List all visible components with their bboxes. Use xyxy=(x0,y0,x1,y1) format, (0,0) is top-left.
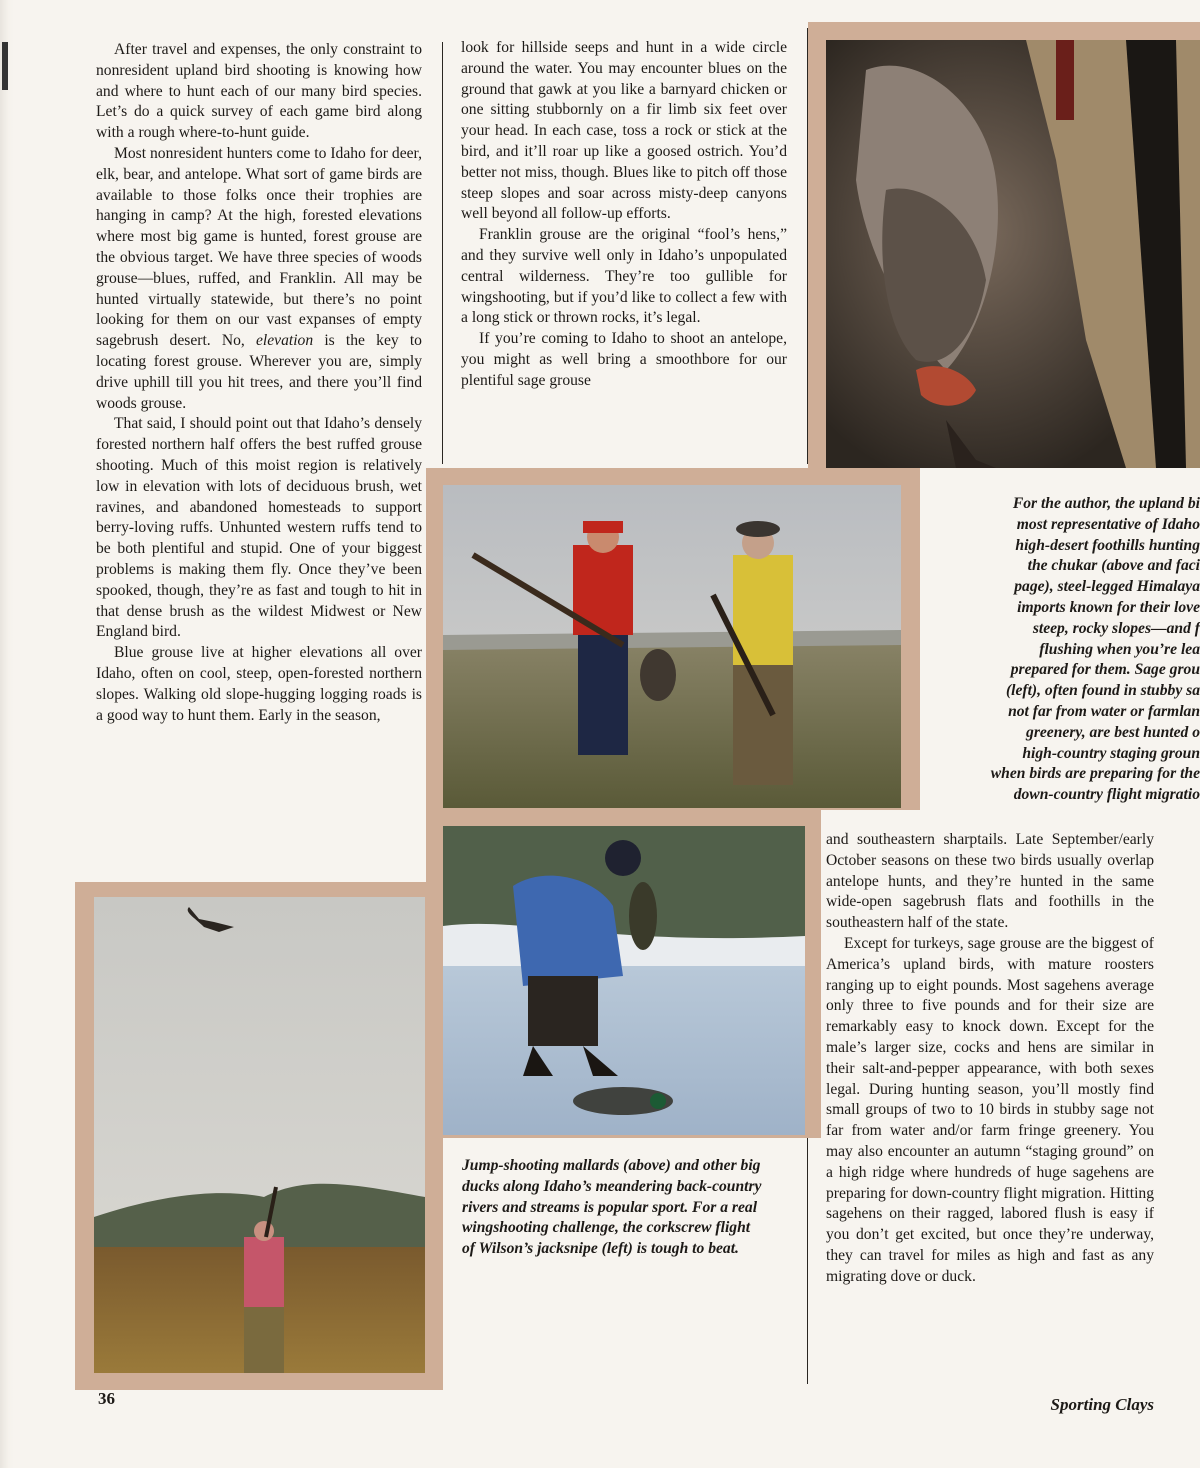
caption-line: prepared for them. Sage grou xyxy=(1010,661,1200,679)
caption-line: page), steel-legged Himalaya xyxy=(1014,578,1200,596)
caption-line: steep, rocky slopes—and f xyxy=(1032,619,1200,637)
caption-line: the chukar (above and faci xyxy=(1027,557,1200,575)
emphasis: elevation xyxy=(256,332,314,350)
mallard-photo xyxy=(443,826,805,1135)
text-run: Most nonresident hunters come to Idaho for deer, elk, bear, and antelope. What sort of game birds are available to those folks once their trophies are hanging in camp? At the high, forested elevations where most big game is hunted, forest grouse are the obvious target. We have three species of woods grouse—blues, ruffed, and Franklin. All may be hunted virtually statewide, but there’s no point looking for them on our vast expanses of empty sagebrush desert. No, xyxy=(96,144,422,350)
left-photo-caption: Jump-shooting mallards (above) and other big ducks along Idaho’s meandering back-country rivers and streams is popular sport. For a real wingshooting challenge, the corkscrew flight of Wilson’s jacksnipe (left) is tough to beat. xyxy=(462,1157,762,1258)
caption-line: most representative of Idaho xyxy=(1016,515,1200,533)
paragraph: After travel and expenses, the only constraint to nonresident upland bird shooting is knowing how and where to hunt each of our many bird species. Let’s do a quick survey of each game bird along with a rough where-to-hunt guide. xyxy=(96,41,422,142)
hunters-photo xyxy=(443,485,901,808)
binding-mark xyxy=(2,42,8,90)
caption-line: greenery, are best hunted o xyxy=(1026,723,1200,741)
snipe-photo xyxy=(94,897,425,1373)
column-rule xyxy=(442,42,443,464)
article-column-2 xyxy=(461,38,787,392)
paragraph: look for hillside seeps and hunt in a wide circle around the water. You may encounter blues on the ground that gawk at you like a barnyard chicken or one sitting stubbornly on a fir limb six feet over your head. In each case, toss a rock or stick at the bird, and it’ll roar up like a goosed ostrich. You’d better not miss, though. Blues like to pitch off those steep slopes and soar across misty-deep canyons well beyond all follow-up efforts. xyxy=(461,39,787,223)
paragraph xyxy=(96,144,422,414)
magazine-name: Sporting Clays xyxy=(1050,1395,1154,1414)
caption-line: not far from water or farmlan xyxy=(1008,702,1200,720)
text-run: is the key to locating forest grouse. Wherever you are, simply drive uphill till you hit trees, and there you’ll find woods grouse. xyxy=(96,332,422,412)
chukar-image xyxy=(826,40,1200,468)
hunters-image xyxy=(443,485,901,808)
chukar-photo xyxy=(826,40,1200,468)
paragraph: Except for turkeys, sage grouse are the biggest of America’s upland birds, with mature roosters ranging up to eight pounds. Most sagehens average only three to five pounds and for their size are remarkably easy to knock down. Except for the male’s larger size, cocks and hens are similar in their salt-and-pepper appearance, with both sexes legal. During hunting season, you’ll mostly find small groups of two to 10 birds in stubby sage not far from water and/or farm fringe greenery. You may also encounter an autumn “staging ground” on a high ridge where hundreds of huge sagehens are preparing for down-country flight migration. Hitting sagehens on their ragged, labored flush is easy if you don’t get excited, but once they’re underway, they can travel for miles as high and fast as any migrating dove or duck. xyxy=(826,934,1154,1285)
page-spine-shadow xyxy=(0,0,14,1468)
paragraph: Blue grouse live at higher elevations all over Idaho, often on cool, steep, open-forested northern slopes. Walking old slope-hugging logging roads is a good way to hunt them. Early in the season, xyxy=(96,644,422,724)
snipe-image xyxy=(94,897,425,1373)
article-column-3 xyxy=(826,830,1154,1288)
paragraph: Franklin grouse are the original “fool’s hens,” and they survive well only in Idaho’s unpopulated central wilderness. They’re too gullible for wingshooting, but if you’d like to collect a few with a long stick or thrown rocks, it’s legal. xyxy=(461,226,787,327)
right-photo-caption xyxy=(922,494,1200,806)
caption-line: down-country flight migratio xyxy=(1013,786,1200,804)
paragraph: That said, I should point out that Idaho’s densely forested northern half offers the best ruffed grouse shooting. Much of this moist region is relatively low in elevation with lots of deciduous brush, wet ravines, and abandoned homesteads to support berry-loving ruffs. Unhunted western ruffs tend to be both plentiful and stupid. One of your biggest problems is making them fly. Once they’ve been spooked, though, they’re as fast and tough to hit in that dense brush as the wildest Midwest or New England bird. xyxy=(96,415,422,641)
article-column-1 xyxy=(96,40,422,726)
caption-line: For the author, the upland bi xyxy=(1012,495,1200,512)
page-number: 36 xyxy=(98,1389,115,1408)
paragraph: If you’re coming to Idaho to shoot an antelope, you might as well bring a smoothbore for our plentiful sage grouse xyxy=(461,330,787,389)
caption-line: (left), often found in stubby sa xyxy=(1005,682,1200,700)
caption-line: imports known for their love xyxy=(1017,598,1200,616)
caption-line: high-country staging groun xyxy=(1022,744,1200,762)
mallard-image xyxy=(443,826,805,1135)
caption-line: when birds are preparing for the xyxy=(990,765,1200,783)
caption-line: high-desert foothills hunting xyxy=(1015,536,1200,554)
caption-line: flushing when you’re lea xyxy=(1039,640,1200,658)
paragraph: and southeastern sharptails. Late September/early October seasons on these two birds usually overlap antelope hunts, and they’re hunted in the same wide-open sagebrush flats and foothills in the southeastern half of the state. xyxy=(826,831,1154,932)
